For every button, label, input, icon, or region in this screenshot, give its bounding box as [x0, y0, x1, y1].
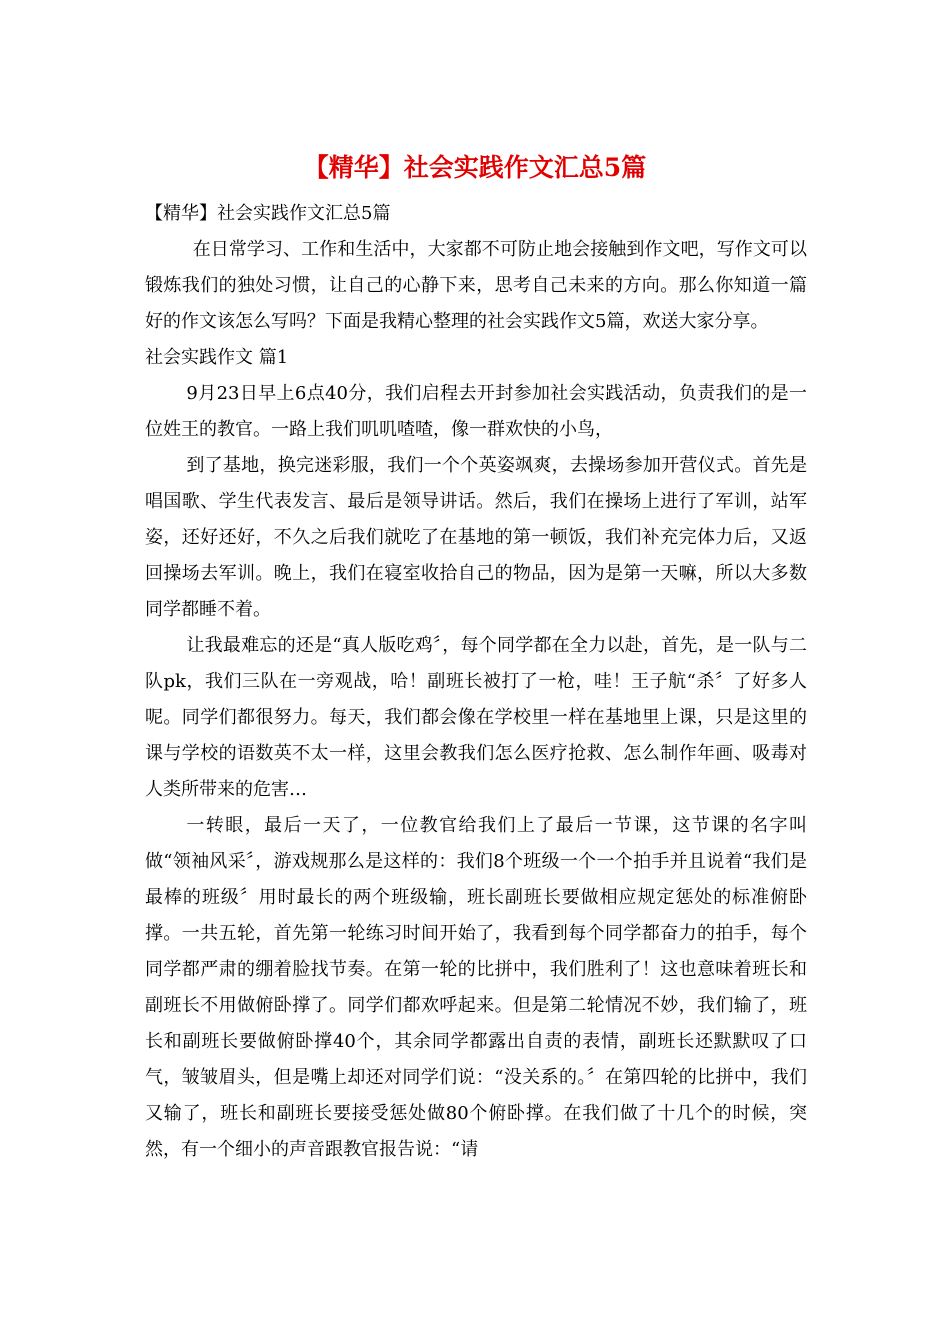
section-heading: 社会实践作文 篇1: [145, 347, 289, 368]
body-paragraph: 9月23日早上6点40分，我们启程去开封参加社会实践活动，负责我们的是一位姓王的教官。一路上我们叽叽喳喳，像一群欢快的小鸟，: [145, 383, 807, 440]
document-body: [145, 196, 807, 1168]
document-title: 【精华】社会实践作文汇总5篇: [303, 153, 647, 182]
document-subtitle: 【精华】社会实践作文汇总5篇: [145, 203, 391, 224]
body-paragraph: 一转眼，最后一天了，一位教官给我们上了最后一节课，这节课的名字叫做“领袖风采〞，游戏规那么是这样的：我们8个班级一个一个拍手并且说着“我们是最棒的班级〞用时最长的两个班级输，班长副班长要做相应规定惩处的标准俯卧撑。一共五轮，首先第一轮练习时间开始了，我看到每个同学都奋力的拍手，每个同学都严肃的绷着脸找节奏。在第一轮的比拼中，我们胜利了！这也意味着班长和副班长不用做俯卧撑了。同学们都欢呼起来。但是第二轮情况不妙，我们输了，班长和副班长要做俯卧撑40个，其余同学都露出自责的表情，副班长还默默叹了口气，皱皱眉头，但是嘴上却还对同学们说：“没关系的。〞在第四轮的比拼中，我们又输了，班长和副班长要接受惩处做80个俯卧撑。在我们做了十几个的时候，突然，有一个细小的声音跟教官报告说：“请: [145, 815, 807, 1160]
intro-paragraph: 在日常学习、工作和生活中，大家都不可防止地会接触到作文吧，写作文可以锻炼我们的独处习惯，让自己的心静下来，思考自己未来的方向。那么你知道一篇好的作文该怎么写吗？下面是我精心整理的社会实践作文5篇，欢送大家分享。: [145, 239, 807, 332]
body-paragraph: 到了基地，换完迷彩服，我们一个个英姿飒爽，去操场参加开营仪式。首先是唱国歌、学生代表发言、最后是领导讲话。然后，我们在操场上进行了军训，站军姿，还好还好，不久之后我们就吃了在基地的第一顿饭，我们补充完体力后，又返回操场去军训。晚上，我们在寝室收拾自己的物品，因为是第一天嘛，所以大多数同学都睡不着。: [145, 455, 807, 620]
body-paragraph: 让我最难忘的还是“真人版吃鸡〞，每个同学都在全力以赴，首先，是一队与二队pk，我们三队在一旁观战，哈！副班长被打了一枪，哇！王子航“杀〞了好多人呢。同学们都很努力。每天，我们都会像在学校里一样在基地里上课，只是这里的课与学校的语数英不太一样，这里会教我们怎么医疗抢救、怎么制作年画、吸毒对人类所带来的危害…: [145, 635, 807, 800]
